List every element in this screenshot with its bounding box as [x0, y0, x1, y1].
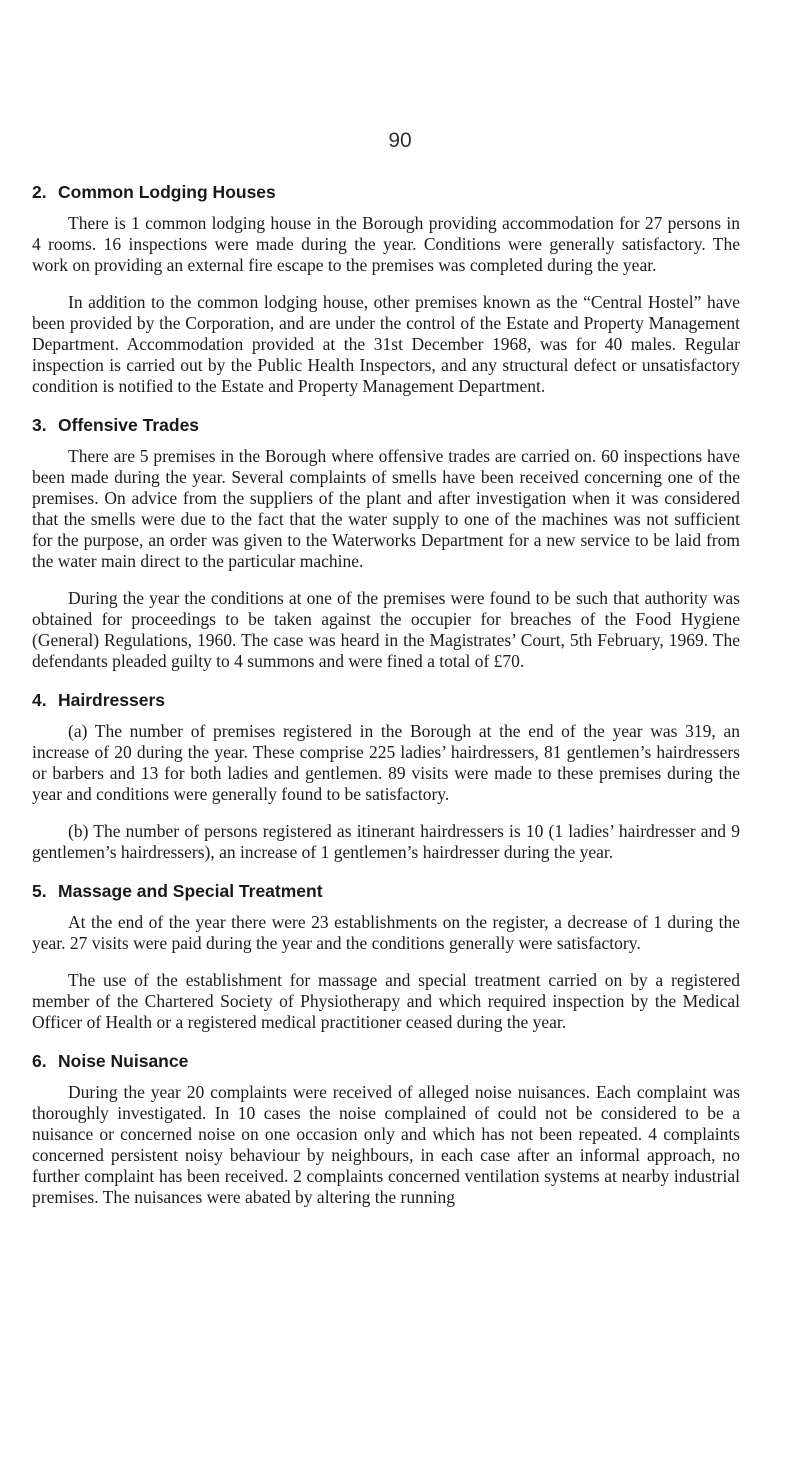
section-heading: [32, 1049, 740, 1073]
paragraph: During the year the conditions at one of the premises were found to be such that authority was obtained for proceedings to be taken against the occupier for breaches of the Food Hygiene (General) Regulations, 1960. The case was heard in the Magistrates’ Court, 5th February, 1969. The defendants pleaded guilty to 4 summons and were fined a total of £70.: [32, 588, 740, 671]
paragraph: In addition to the common lodging house, other premises known as the “Central Hostel” have been provided by the Corporation, and are under the control of the Estate and Property Management Department. Accommodation provided at the 31st December 1968, was for 40 males. Regular inspection is carried out by the Public Health Inspectors, and any structural defect or unsatisfactory condition is notified to the Estate and Property Management Department.: [32, 292, 740, 396]
section-heading: [32, 879, 740, 903]
section-number: 3.: [32, 415, 47, 435]
section-title: Hairdressers: [58, 690, 166, 710]
paragraph: There is 1 common lodging house in the Borough providing accommodation for 27 persons in 4 rooms. 16 inspections were made during the year. Conditions were generally satisfactory. The work on providing an external fire escape to the premises was completed during the year.: [32, 213, 740, 275]
section-title: Common Lodging Houses: [58, 182, 276, 202]
section-heading: [32, 688, 740, 712]
section-massage-special-treatment: [32, 879, 740, 1033]
section-number: 2.: [32, 182, 47, 202]
section-number: 4.: [32, 690, 47, 710]
section-title: Noise Nuisance: [58, 1051, 189, 1071]
section-number: 6.: [32, 1051, 47, 1071]
page-content: [32, 180, 740, 1224]
paragraph: During the year 20 complaints were received of alleged noise nuisances. Each complaint was thoroughly investigated. In 10 cases the noise complained of could not be considered to be a nuisance or concerned noise on one occasion only and which has not been repeated. 4 complaints concerned persistent noisy behaviour by neighbours, in each case after an informal approach, no further complaint has been received. 2 complaints concerned ventilation systems at nearby industrial premises. The nuisances were abated by altering the running: [32, 1082, 740, 1207]
section-title: Offensive Trades: [58, 415, 200, 435]
section-offensive-trades: [32, 413, 740, 672]
paragraph: The use of the establishment for massage and special treatment carried on by a registered member of the Chartered Society of Physiotherapy and which required inspection by the Medical Officer of Health or a registered medical practitioner ceased during the year.: [32, 970, 740, 1032]
section-heading: [32, 413, 740, 437]
section-heading: [32, 180, 740, 204]
paragraph: (b) The number of persons registered as itinerant hairdressers is 10 (1 ladies’ hairdresser and 9 gentlemen’s hairdressers), an increase of 1 gentlemen’s hairdresser during the year.: [32, 821, 740, 862]
page-number: 90: [388, 129, 412, 152]
section-hairdressers: [32, 688, 740, 863]
section-title: Massage and Special Treatment: [58, 881, 323, 901]
section-number: 5.: [32, 881, 47, 901]
section-common-lodging-houses: [32, 180, 740, 397]
section-noise-nuisance: [32, 1049, 740, 1208]
paragraph: There are 5 premises in the Borough where offensive trades are carried on. 60 inspections have been made during the year. Several complaints of smells have been received concerning one of the premises. On advice from the suppliers of the plant and after investigation when it was considered that the smells were due to the fact that the water supply to one of the machines was not sufficient for the purpose, an order was given to the Waterworks Department for a new service to be laid from the water main direct to the particular machine.: [32, 446, 740, 571]
paragraph: (a) The number of premises registered in the Borough at the end of the year was 319, an increase of 20 during the year. These comprise 225 ladies’ hairdressers, 81 gentlemen’s hairdressers or barbers and 13 for both ladies and gentlemen. 89 visits were made to these premises during the year and conditions were generally found to be satisfactory.: [32, 721, 740, 804]
paragraph: At the end of the year there were 23 establishments on the register, a decrease of 1 during the year. 27 visits were paid during the year and the conditions generally were satisfactory.: [32, 912, 740, 953]
